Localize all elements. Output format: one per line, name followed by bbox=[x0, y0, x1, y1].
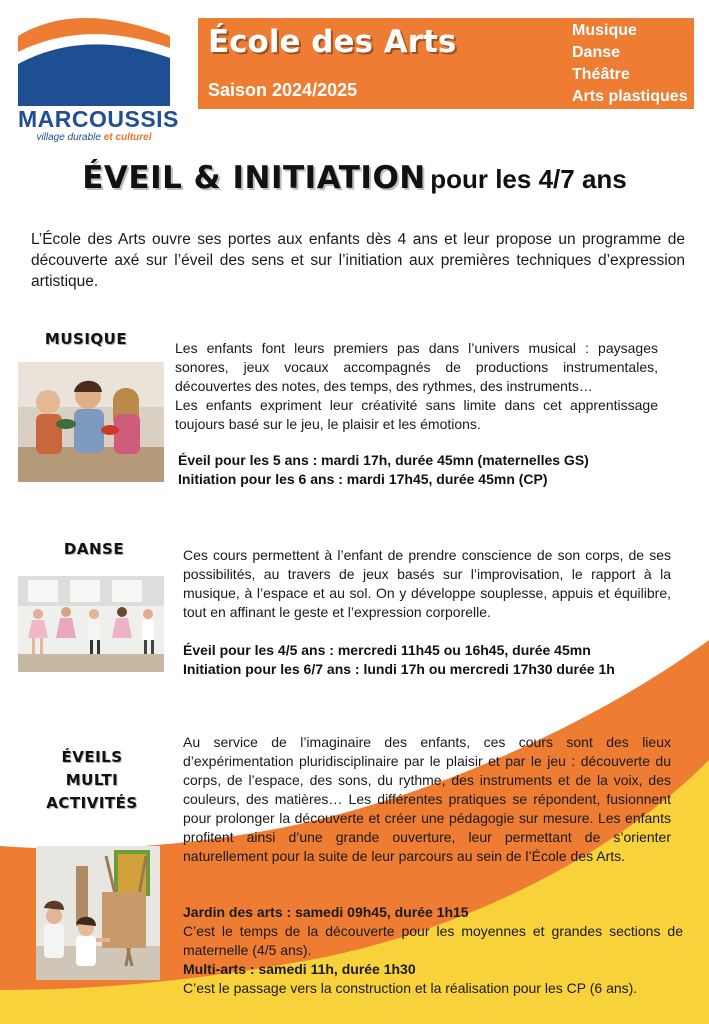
schedule-line: Initiation pour les 6 ans : mardi 17h45, durée 45mn (CP) bbox=[178, 471, 548, 487]
logo-tagline bbox=[18, 132, 170, 143]
eveils-heading bbox=[32, 746, 152, 815]
intro-paragraph: L’École des Arts ouvre ses portes aux enfants dès 4 ans et leur propose un programme de découverte axé sur l’éveil des sens et sur l’initiation aux premières techniques d’expression artistique. bbox=[31, 231, 685, 290]
discipline-item: Danse bbox=[572, 44, 621, 61]
marcoussis-logo bbox=[18, 18, 179, 143]
page-title-main: ÉVEIL & INITIATION bbox=[82, 160, 426, 196]
danse-description bbox=[183, 546, 671, 622]
schedule-line: Éveil pour les 4/5 ans : mercredi 11h45 ou 16h45, durée 45mn bbox=[183, 642, 591, 658]
musique-description bbox=[175, 339, 658, 434]
eveils-schedule bbox=[183, 903, 683, 998]
children-dance-image bbox=[18, 576, 164, 672]
activity-description: C’est le passage vers la construction et la réalisation pour les CP (6 ans). bbox=[183, 980, 638, 996]
activity-title: Jardin des arts : samedi 09h45, durée 1h15 bbox=[183, 904, 469, 920]
danse-photo bbox=[18, 576, 164, 672]
danse-paragraph: Ces cours permettent à l’enfant de prendre conscience de son corps, de ses possibilités, au travers de jeux basés sur l’improvisation, le rapport à la musique, à l’espace et au sol. On y développe souplesse, appuis et équilibre, tout en affinant le geste et l’expression corporelle. bbox=[183, 547, 671, 620]
logo-wave-icon bbox=[18, 18, 170, 106]
musique-paragraph: Les enfants expriment leur créativité sans limite dans cet apprentissage toujours basé sur le jeu, le plaisir et les émotions. bbox=[175, 397, 658, 432]
discipline-item: Musique bbox=[572, 22, 637, 39]
tagline-start: village durable bbox=[36, 132, 101, 143]
discipline-item: Théâtre bbox=[572, 66, 630, 83]
disciplines-list bbox=[572, 20, 688, 108]
children-painting-image bbox=[36, 846, 160, 980]
eveils-paragraph: Au service de l’imaginaire des enfants, ces cours sont des lieux d’expérimentation pluridisciplinaire par le plaisir et par le jeu : découverte du corps, de l’espace, des sons, du rythme, des instruments et de la voix, des couleurs, des matières… Les différentes pratiques se répondent, fusionnent pour prolonger la découverte et créer une pédagogie sur mesure. Les enfants profitent ainsi d’une grande ouverture, leur permettant de s’orienter naturellement pour la suite de leur parcours au sein de l’École des Arts. bbox=[183, 734, 671, 864]
season-label: Saison 2024/2025 bbox=[208, 80, 358, 100]
heading-line: MULTI bbox=[65, 771, 119, 789]
heading-line: ACTIVITÉS bbox=[46, 794, 138, 812]
heading-line: ÉVEILS bbox=[61, 748, 123, 766]
danse-schedule bbox=[183, 641, 615, 679]
discipline-item: Arts plastiques bbox=[572, 88, 688, 105]
header-band bbox=[198, 18, 694, 109]
logo-brand: MARCOUSSIS bbox=[18, 106, 179, 132]
eveils-photo bbox=[36, 846, 160, 980]
page-title-age: pour les 4/7 ans bbox=[430, 164, 627, 194]
musique-schedule bbox=[178, 451, 589, 489]
children-music-image bbox=[18, 362, 164, 482]
musique-photo bbox=[18, 362, 164, 482]
schedule-line: Initiation pour les 6/7 ans : lundi 17h ou mercredi 17h30 durée 1h bbox=[183, 661, 615, 677]
eveils-description bbox=[183, 733, 671, 866]
schedule-line: Éveil pour les 5 ans : mardi 17h, durée 45mn (maternelles GS) bbox=[178, 452, 589, 468]
danse-heading: DANSE bbox=[63, 540, 125, 558]
school-title: École des Arts bbox=[208, 24, 457, 60]
page-title bbox=[0, 160, 709, 196]
musique-paragraph: Les enfants font leurs premiers pas dans l’univers musical : paysages sonores, jeux vocaux accompagnés de productions instrumentales, découvertes des notes, des temps, des rythmes, des instruments… bbox=[175, 340, 658, 394]
musique-heading: MUSIQUE bbox=[44, 330, 128, 348]
tagline-end: et culturel bbox=[103, 132, 152, 143]
activity-title: Multi-arts : samedi 11h, durée 1h30 bbox=[183, 961, 416, 977]
activity-description: C’est le temps de la découverte pour les moyennes et grandes sections de maternelle (4/5 ans). bbox=[183, 923, 683, 958]
